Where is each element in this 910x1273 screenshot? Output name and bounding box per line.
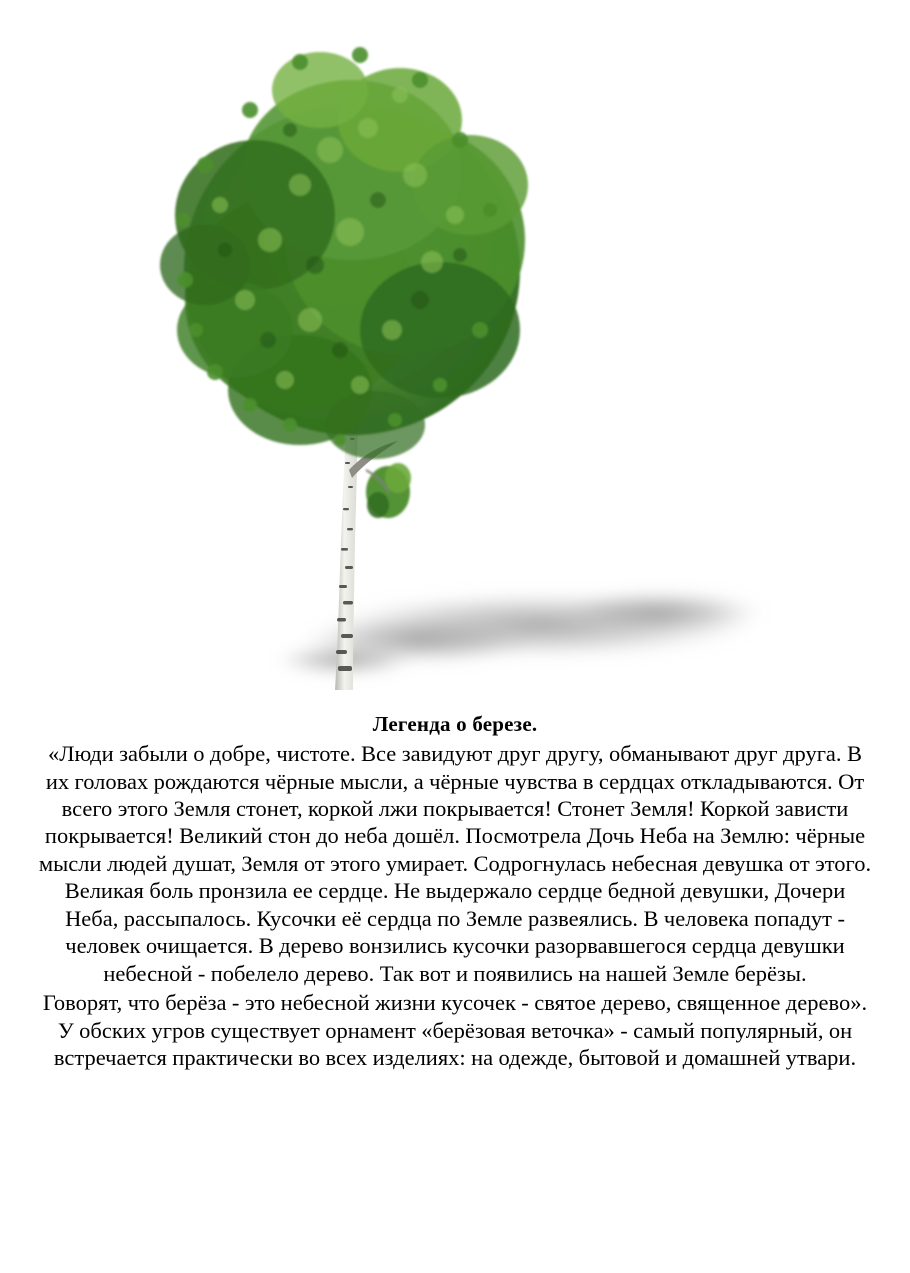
page-title: Легенда о березе. [372,712,538,736]
paragraph-1: «Люди забыли о добре, чистоте. Все завидуют друг другу, обманывают друг друга. В их головах рождаются чёрные мысли, а чёрные чувства в сердцах откладываются. От всего этого Земля стонет, коркой лжи покрывается! Стонет Земля! Коркой зависти покрывается! Великий стон до неба дошёл. Посмотрела Дочь Неба на Землю: чёрные мысли людей душат, Земля от этого умирает. Содрогнулась небесная девушка от этого. Великая боль пронзила ее сердце. Не выдержало сердце бедной девушки, Дочери Неба, рассыпалось. Кусочки её сердца по Земле развеялись. В человека попадут - человек очищается. В дерево вонзились кусочки разорвавшегося сердца девушки небесной - побелело дерево. Так вот и появились на нашей Земле берёзы. [38,741,872,986]
legend-text-block [0,712,910,1071]
paragraph-2: Говорят, что берёза - это небесной жизни кусочек - святое дерево, священное дерево». У обских угров существует орнамент «берёзовая веточка» - самый популярный, он встречается практически во всех изделиях: на одежде, бытовой и домашней утвари. [42,990,868,1070]
